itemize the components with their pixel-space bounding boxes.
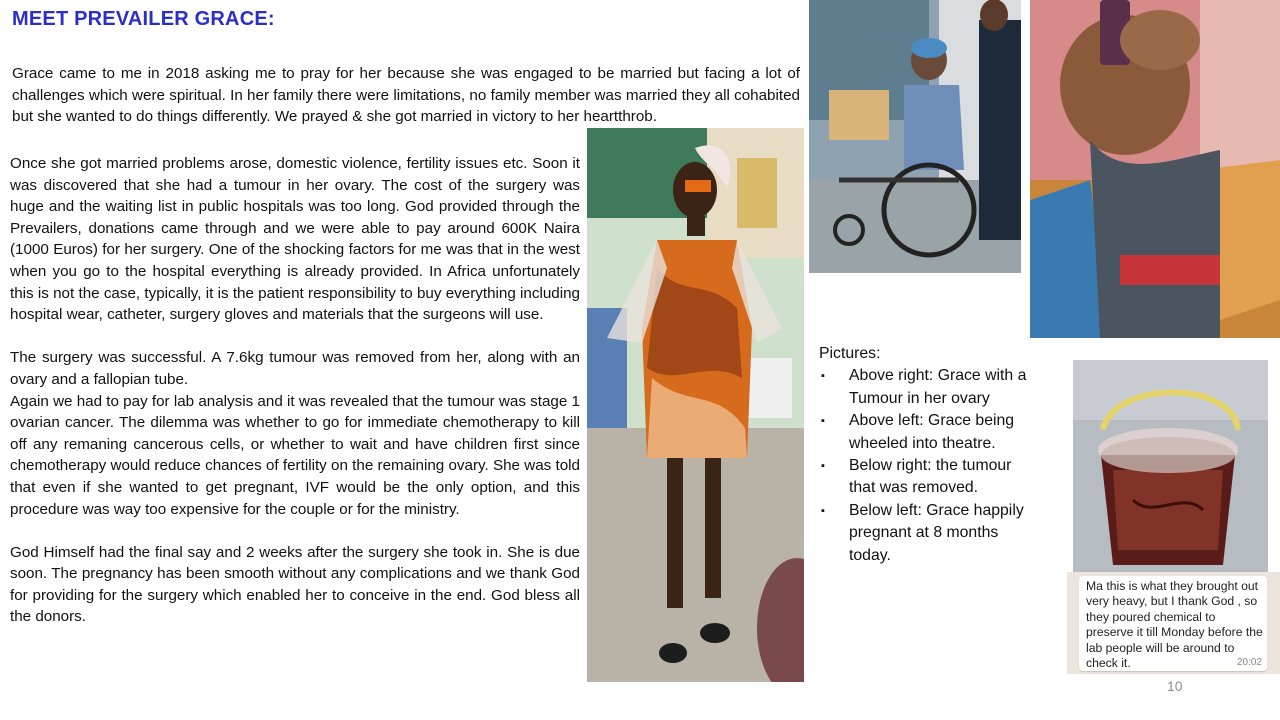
page-number: 10 [1167,678,1183,694]
story-paragraph: God Himself had the final say and 2 weeks after the surgery she took in. She is due soon. The pregnancy has been smooth without any complications and we thank God for providing for the surgery which enabled her to conceive in the end. God bless all the donors. [10,543,580,626]
story-paragraph: Once she got married problems arose, domestic violence, fertility issues etc. Soon it was discovered that she had a tumour in her ovary. The cost of the surgery was huge and the waiting list in public hospitals was too long. God provided through the Prevailers, donations came through and we were able to pay around 600K Naira (1000 Euros) for her surgery. One of the shocking factors for me was that in the west when you go to the hospital everything is already provided. In Africa unfortunately this is not the case, typically, it is the patient responsibility to buy everything including hospital wear, catheter, surgery gloves and materials that the surgeons will use. [10,155,580,324]
square-bullet-icon: ▪ [821,460,825,473]
story-paragraph: Again we had to pay for lab analysis and it was revealed that the tumour was stage 1 ovarian cancer. The dilemma was whether to go for immediate chemotherapy to kill off any remaning cancerous cells, or whether to wait and have children first since chemotherapy would reduce chances of fertility on the remaining ovary. She was told that even if she wanted to get pregnant, IVF would be the only option, and this procedure was way too expensive for the couple or for the ministry. [10,392,580,518]
chat-message-text: Ma this is what they brought out very heavy, but I thank God , so they poured chemical to preserve it till Monday before the lab people will be around to check it. [1086,579,1263,671]
intro-paragraph: Grace came to me in 2018 asking me to pray for her because she was engaged to be married but facing a lot of challenges which were spiritual. In her family there were limitations, no family member was married they all cohabited but she wanted to do things differently. We prayed & she got married in victory to her heartthrob. [12,65,800,126]
photo-tumour-bucket [1073,360,1268,573]
slide-title: MEET PREVAILER GRACE: [12,8,275,30]
caption-item [819,365,1039,410]
caption-item [819,500,1039,567]
square-bullet-icon: ▪ [821,504,825,517]
picture-captions [819,343,1039,567]
chat-message-screenshot [1067,572,1280,674]
caption-text: Below left: Grace happily pregnant at 8 months today. [849,501,1024,564]
captions-heading: Pictures: [819,345,881,362]
story-paragraph: The surgery was successful. A 7.6kg tumour was removed from her, along with an ovary and a fallopian tube. [10,349,580,388]
caption-text: Above left: Grace being wheeled into theatre. [849,412,1015,452]
captions-list [819,365,1039,567]
caption-item [819,410,1039,455]
caption-text: Above right: Grace with a Tumour in her ovary [849,367,1027,407]
photo-grace-pregnant [1030,0,1280,338]
photo-grace-dress [587,128,804,682]
story-body [10,153,580,628]
square-bullet-icon: ▪ [821,415,825,428]
square-bullet-icon: ▪ [821,370,825,383]
chat-bubble [1079,576,1267,671]
photo-grace-wheelchair [809,0,1021,273]
chat-timestamp: 20:02 [1236,657,1262,668]
caption-text: Below right: the tumour that was removed. [849,457,1012,497]
caption-item [819,455,1039,500]
